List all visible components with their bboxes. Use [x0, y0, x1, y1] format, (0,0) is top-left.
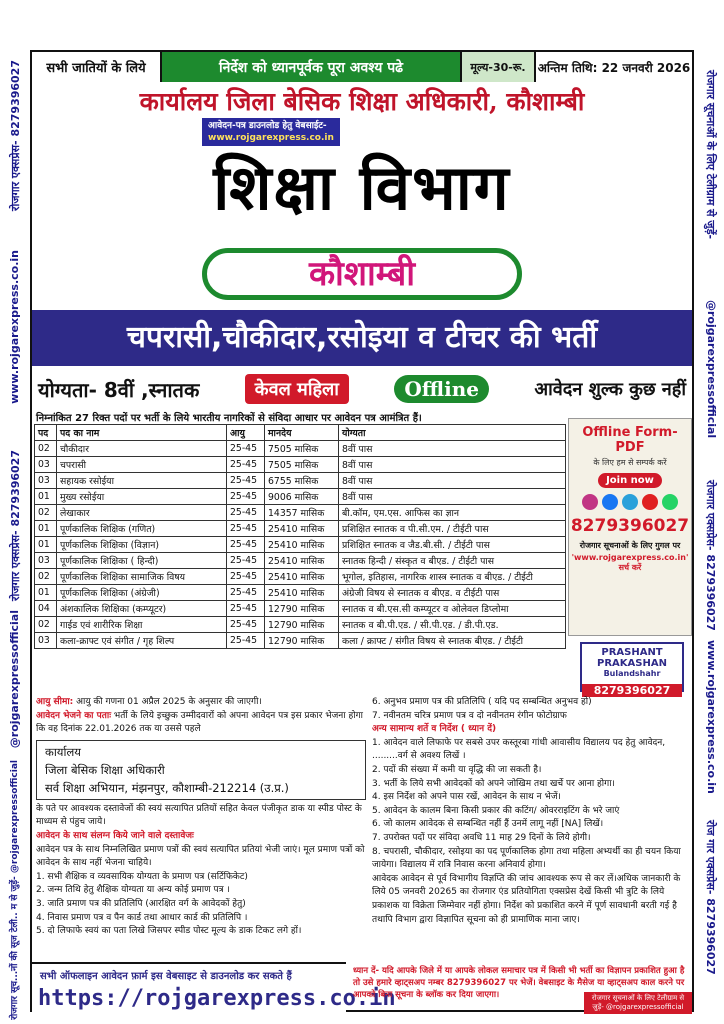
table-cell: स्नातक व बी.पी.एड. / सी.पी.एड. / डी.पी.एड.	[339, 617, 566, 633]
table-row	[35, 457, 566, 473]
offline-form-ad	[568, 418, 692, 636]
edge-text-right-2: @rojgarexpressofficial	[705, 300, 718, 439]
table-row	[35, 441, 566, 457]
table-cell: 12790 मासिक	[265, 633, 339, 649]
posts-banner: चपरासी,चौकीदार,रसोइया व टीचर की भर्ती	[32, 310, 692, 366]
age-paragraph	[36, 696, 366, 710]
table-cell: 25-45	[227, 585, 265, 601]
table-cell: पूर्णकालिक शिक्षिका सामाजिक विषय	[57, 569, 227, 585]
closing-note: आवेदक आवेदन से पूर्व विभागीय विज्ञप्ति की जांच आवश्यक रूप से कर लें।अधिक जानकारी के लिये 05 जनवरी 20265 का रोजगार एंड प्रतियोगिता एक्सप्रेस देखें किसी भी त्रुटि के लिये प्रकाशक या विक्रेता जिम्मेवार नहीं होगा। निर्देश को प्रकाशित करने में पूर्ण सावधानी बरती गई है तथापि विभाग द्वारा विज्ञापित सूचना को ही प्रामाणिक माना जाए।	[372, 873, 681, 925]
table-cell: पूर्णकालिक शिक्षिका ( हिन्दी)	[57, 553, 227, 569]
facebook-icon[interactable]	[602, 494, 618, 510]
table-cell: 25-45	[227, 553, 265, 569]
address-line-2: जिला बेसिक शिक्षा अधिकारी	[45, 762, 165, 777]
notice-footer: ध्यान दें- यदि आपके जिले में या आपके लोकल समाचार पत्र में किसी भी भर्ती का विज्ञापन प्रकाशित हुआ है तो उसे हमारे व्हाट्सअप नम्बर 8279396027 पर भेजें। वेबसाइट के मैसेज या व्हाट्सअप काल करने पर आपको बिना सूचना के ब्लॉक कर दिया जाएगा।	[353, 966, 685, 1000]
table-row	[35, 505, 566, 521]
left-column	[36, 696, 366, 939]
table-cell: 03	[35, 473, 57, 489]
table-cell: 25410 मासिक	[265, 553, 339, 569]
table-row	[35, 521, 566, 537]
table-cell: कला-क्राफ्ट एवं संगीत / गृह शिल्प	[57, 633, 227, 649]
table-cell: 01	[35, 585, 57, 601]
edge-text-right-1: रोजगार सूचनाओं के लिए टेलीग्राम से जुड़ें-	[704, 70, 717, 240]
table-cell: 25410 मासिक	[265, 537, 339, 553]
table-cell: 02	[35, 505, 57, 521]
rule-2: 2. पदों की संख्या में कमी या वृद्धि की जा सकती है।	[372, 764, 542, 775]
ad-sub: के लिए हम से सम्पर्क करें	[593, 458, 667, 467]
all-castes-label: सभी जातियों के लिये	[32, 52, 162, 82]
table-cell: 25-45	[227, 617, 265, 633]
table-cell: 25-45	[227, 441, 265, 457]
rules-label: अन्य सामान्य शर्ते व निर्देश ( ध्यान दें)	[372, 724, 497, 735]
table-cell: 8वीं पास	[339, 489, 566, 505]
table-cell: चौकीदार	[57, 441, 227, 457]
docs-item-7: 7. नवीनतम चरित्र प्रमाण पत्र व दो नवीनतम रंगीन फोटोग्राफ	[372, 710, 567, 721]
table-cell: 03	[35, 553, 57, 569]
table-cell: बी.कॉम, एम.एस. आफिस का ज्ञान	[339, 505, 566, 521]
table-cell: 25-45	[227, 569, 265, 585]
table-cell: लेखाकार	[57, 505, 227, 521]
docs-item-3: 3. जाति प्रमाण पत्र की प्रतिलिपि (आरक्षित वर्ग के आवेदकों हेतु)	[36, 898, 246, 909]
table-cell: पूर्णकालिक शिक्षिका (अंग्रेजी)	[57, 585, 227, 601]
last-date-label: अन्तिम तिथि: 22 जनवरी 2026	[537, 60, 691, 75]
rule-3: 3. भर्ती के लिये सभी आवेदकों को अपने जोखिम तथा खर्चे पर आना होगा।	[372, 778, 615, 789]
table-cell: 25-45	[227, 489, 265, 505]
table-cell: चपरासी	[57, 457, 227, 473]
table-row	[35, 537, 566, 553]
instagram-icon[interactable]	[582, 494, 598, 510]
address-line-3: सर्व शिक्षा अभियान, मंझनपुर, कौशाम्बी-212214 (उ.प्र.)	[45, 780, 289, 795]
table-cell: 8वीं पास	[339, 441, 566, 457]
docs-item-5: 5. दो लिफाफे स्वयं का पता लिखे जिसपर स्पीड पोस्ट मूल्य के डाक टिकट लगे हों।	[36, 926, 302, 937]
table-cell: 8वीं पास	[339, 473, 566, 489]
edge-text-right-3: रोजगार एक्सप्रेस- 8279396027	[704, 480, 717, 631]
ad-phone: 8279396027	[570, 516, 690, 536]
qualification-text: योग्यता- 8वीं ,स्नातक	[38, 377, 200, 402]
docs-item-6: 6. अनुभव प्रमाण पत्र की प्रतिलिपि ( यदि पद सम्बन्धित अनुभव हो)	[372, 697, 592, 707]
docs-item-2: 2. जन्म तिथि हेतु शैक्षिक योग्यता या अन्य कोई प्रमाण पत्र ।	[36, 885, 230, 896]
col-header-age: आयु	[227, 425, 265, 441]
table-cell: 03	[35, 457, 57, 473]
table-cell: अंशकालिक शिक्षिका (कम्प्यूटर)	[57, 601, 227, 617]
top-bar	[32, 52, 692, 82]
docs-item-4: 4. निवास प्रमाण पत्र व पैन कार्ड तथा आधार कार्ड की प्रतिलिपि ।	[36, 912, 248, 923]
rule-8: 8. चपरासी, चौकीदार, रसोइया का पद पूर्णकालिक होगा तथा महिला अभ्यर्थी का ही चयन किया जायेगा। विद्यालय में रात्रि निवास करना अनिवार्य होगा।	[372, 846, 681, 871]
telegram-footer[interactable]: रोजगार सूचनाओं के लिए टेलीग्राम से जुड़ें- @rojgarexpressofficial	[584, 992, 692, 1014]
social-icons	[569, 494, 691, 510]
col-header-post: पद का नाम	[57, 425, 227, 441]
address-label: आवेदन भेजने का पताः	[36, 710, 112, 721]
edge-text-left-1: रोजगार एक्सप्रेस- 8279396027	[9, 60, 22, 211]
ad-url[interactable]: 'www.rojgarexpress.co.in' सर्च करें	[571, 553, 689, 572]
right-column	[372, 696, 692, 927]
address-text: भर्ती के लिये इच्छुक उम्मीदवारों को अपना आवेदन पत्र इस प्रकार भेजना होगा कि वह दिनांक 22.01.2026 तक या उससे पहले	[36, 710, 363, 735]
rule-4: 4. इस निर्देश को अपने पास रखें, आवेदन के साथ न भेजें।	[372, 792, 561, 803]
table-row	[35, 601, 566, 617]
intro-text: निम्नांकित 27 रिक्त पदों पर भर्ती के लिये भारतीय नागरिकों से संविदा आधार पर आवेदन पत्र आमंत्रित हैं।	[36, 413, 422, 424]
download-footer	[32, 962, 396, 1012]
join-now-button[interactable]: Join now	[598, 473, 662, 488]
rule-5: 5. आवेदन के कालम बिना किसी प्रकार की कटिंग/ ओवरराइटिंग के भरे जाएं	[372, 805, 620, 816]
table-cell: 14357 मासिक	[265, 505, 339, 521]
website-note-line1: आवेदन-पत्र डाउनलोड हेतु वेबसाईट-	[208, 121, 327, 131]
age-label: आयु सीमा:	[36, 697, 74, 707]
table-cell: 01	[35, 489, 57, 505]
table-cell: पूर्णकालिक शिक्षिक (गणित)	[57, 521, 227, 537]
page-title: शिक्षा विभाग	[213, 151, 511, 224]
table-row	[35, 617, 566, 633]
docs-text: आवेदन पत्र के साथ निम्नलिखित प्रमाण पत्रों की स्वयं सत्यापित प्रतियां भेजी जाएं। मूल प्रमाण पत्रों को आवेदन के साथ नहीं भेजना चाहिये।	[36, 844, 365, 869]
qualification-row	[32, 372, 692, 406]
district-badge: कौशाम्बी	[202, 248, 522, 300]
col-header-pay: मानदेय	[265, 425, 339, 441]
download-text: सभी ऑफलाइन आवेदन फ़ार्म इस वेबसाइट से डाउनलोड कर सकते हैं	[40, 971, 292, 982]
rule-6: 6. जो कालम आवेदक से सम्बन्धित नहीं हैं उनमें लागू नहीं [NA] लिखें।	[372, 819, 604, 830]
edge-text-right-4: www.rojgarexpress.co.in	[705, 640, 718, 794]
table-cell: 25-45	[227, 633, 265, 649]
col-header-qualification: योग्यता	[339, 425, 566, 441]
table-cell: 02	[35, 617, 57, 633]
download-url[interactable]: https://rojgarexpress.co.in	[38, 986, 396, 1011]
table-cell: 7505 मासिक	[265, 441, 339, 457]
table-cell: सहायक रसोईया	[57, 473, 227, 489]
age-text: आयु की गणना 01 अप्रैल 2025 के अनुसार की जाएगी।	[76, 697, 262, 707]
address-box	[36, 740, 366, 800]
table-row	[35, 553, 566, 569]
table-cell: भूगोल, इतिहास, नागरिक शास्त्र स्नातक व बीएड. / टीईटी	[339, 569, 566, 585]
instruction-banner: निर्देश को ध्यानपूर्वक पूरा अवश्य पढे	[162, 52, 460, 82]
address-paragraph	[36, 710, 366, 737]
publisher-logo	[580, 642, 684, 697]
table-cell: स्नातक हिन्दी / संस्कृत व बीएड. / टीईटी पास	[339, 553, 566, 569]
edge-text-left-4: @rojgarexpressofficial	[8, 610, 21, 749]
table-cell: 04	[35, 601, 57, 617]
table-cell: प्रशिक्षित स्नातक व जैड.बी.सी. / टीईटी पास	[339, 537, 566, 553]
edge-text-left-2: www.rojgarexpress.co.in	[8, 250, 21, 404]
ad-tagline: रोजगार सूचनाओं के लिए गुगल पर	[579, 541, 681, 550]
table-cell: 25410 मासिक	[265, 521, 339, 537]
table-cell: कला / क्राफ्ट / संगीत विषय से स्नातक बीएड. / टीईटी	[339, 633, 566, 649]
women-only-badge: केवल महिला	[245, 374, 349, 404]
logo-phone: 8279396027	[582, 684, 682, 697]
table-cell: मुख्य रसोईया	[57, 489, 227, 505]
table-cell: 9006 मासिक	[265, 489, 339, 505]
posts-table	[34, 424, 566, 649]
office-heading: कार्यालय जिला बेसिक शिक्षा अधिकारी, कौशाम्बी	[139, 87, 585, 116]
table-cell: 12790 मासिक	[265, 601, 339, 617]
youtube-icon[interactable]	[642, 494, 658, 510]
fee-text: आवेदन शुल्क कुछ नहीं	[534, 379, 686, 400]
table-row	[35, 489, 566, 505]
table-cell: प्रशिक्षित स्नातक व पी.सी.एम. / टीईटी पास	[339, 521, 566, 537]
whatsapp-icon[interactable]	[662, 494, 678, 510]
table-cell: 25-45	[227, 601, 265, 617]
table-cell: 6755 मासिक	[265, 473, 339, 489]
table-cell: 25410 मासिक	[265, 569, 339, 585]
table-cell: 02	[35, 441, 57, 457]
table-cell: अंग्रेजी विषय से स्नातक व बीएड. व टीईटी पास	[339, 585, 566, 601]
notice-sheet	[30, 50, 694, 1012]
table-cell: 01	[35, 521, 57, 537]
table-cell: 8वीं पास	[339, 457, 566, 473]
table-row	[35, 633, 566, 649]
rule-1: 1. आवेदन वाले लिफाफे पर सबसे उपर कस्तूरबा गांधी आवासीय विद्यालय पद हेतु आवेदन, .........वर्ग से अवश्य लिखें ।	[372, 737, 666, 762]
table-cell: 25-45	[227, 537, 265, 553]
docs-item-1: 1. सभी शैक्षिक व व्यवसायिक योग्यता के प्रमाण पत्र (सर्टिफिकेट)	[36, 871, 248, 882]
rule-7: 7. उपरोक्त पदों पर संविदा अवधि 11 माह 29 दिनों के लिये होगी।	[372, 832, 591, 843]
table-cell: 02	[35, 569, 57, 585]
address-line-1: कार्यालय	[45, 744, 81, 759]
address-after: के पते पर आवश्यक दस्तावेजों की स्वयं सत्यापित प्रतियों सहित केवल पंजीकृत डाक या स्पीड पोस्ट के माध्यम से पंहुच जाये।	[36, 803, 362, 828]
col-header-count: पद	[35, 425, 57, 441]
website-note-url[interactable]: www.rojgarexpress.co.in	[208, 133, 334, 143]
ad-heading: Offline Form-PDF	[582, 425, 678, 455]
table-cell: 25-45	[227, 505, 265, 521]
table-cell: 25410 मासिक	[265, 585, 339, 601]
edge-text-left-3: रोजगार एक्सप्रेस- 8279396027	[9, 450, 22, 601]
logo-name: PRASHANT PRAKASHAN	[597, 647, 667, 669]
logo-place: Bulandshahr	[603, 669, 661, 678]
table-cell: 01	[35, 537, 57, 553]
edge-text-right-5: रोज गार एक्सप्रेस- 8279396027	[704, 820, 717, 975]
website-note	[202, 118, 340, 146]
table-row	[35, 585, 566, 601]
table-row	[35, 569, 566, 585]
table-row	[35, 473, 566, 489]
table-cell: गाईड एवं शारीरिक शिक्षा	[57, 617, 227, 633]
offline-badge: Offline	[394, 375, 489, 403]
table-cell: 7505 मासिक	[265, 457, 339, 473]
table-cell: 03	[35, 633, 57, 649]
table-cell: पूर्णकालिक शिक्षिका (विज्ञान)	[57, 537, 227, 553]
price-label: मूल्य-30-रू.	[460, 52, 536, 82]
edge-text-left-5: रोजगार सूच...नों की सूज टेली.. म से जुड़ें- @rojgarexpressofficial	[10, 760, 20, 1020]
table-header-row	[35, 425, 566, 441]
table-cell: 25-45	[227, 521, 265, 537]
table-cell: 25-45	[227, 473, 265, 489]
table-cell: 12790 मासिक	[265, 617, 339, 633]
docs-label: आवेदन के साथ संलग्न किये जाने वाले दस्तावेजः	[36, 830, 194, 841]
table-cell: स्नातक व बी.एस.सी कम्प्यूटर व ओलेवल डिप्लोमा	[339, 601, 566, 617]
table-cell: 25-45	[227, 457, 265, 473]
telegram-icon[interactable]	[622, 494, 638, 510]
